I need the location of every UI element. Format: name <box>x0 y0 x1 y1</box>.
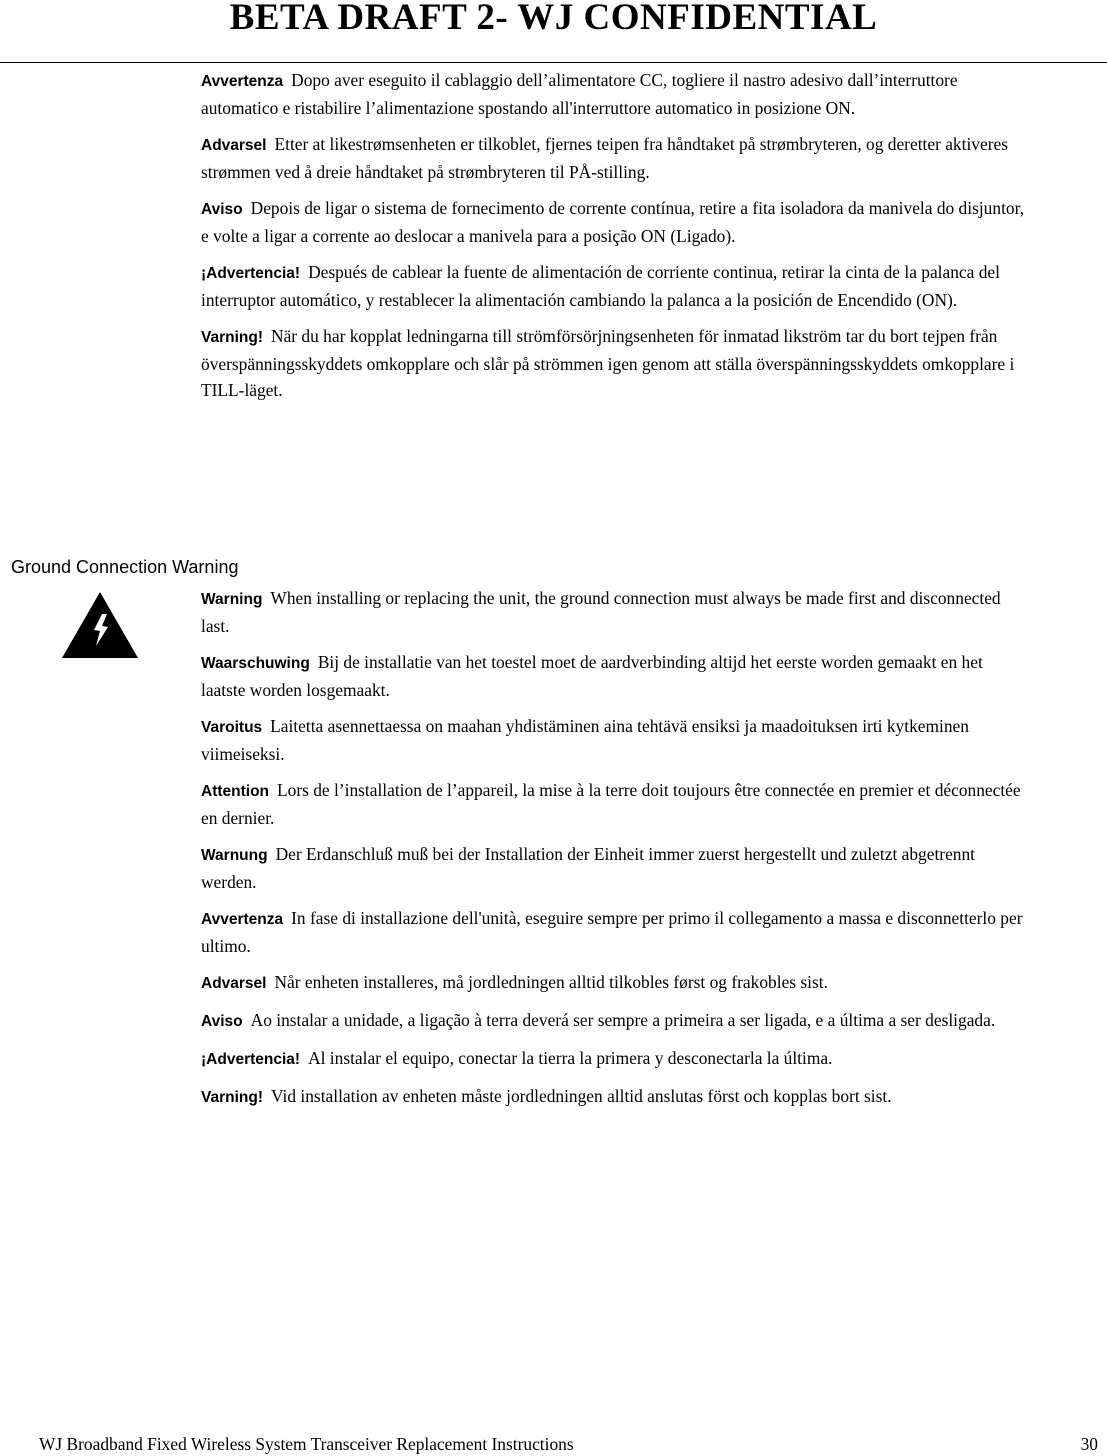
warning-label: Waarschuwing <box>201 655 310 672</box>
warning-label: Avvertenza <box>201 911 284 928</box>
warning-text: Når enheten installeres, må jordledningen alltid tilkobles først og frakobles sist. <box>274 972 828 992</box>
warning-paragraph-norwegian <box>201 131 1031 185</box>
warning-paragraph-italian <box>201 905 1031 959</box>
warning-label: ¡Advertencia! <box>201 265 301 282</box>
warning-label: Advarsel <box>201 975 267 992</box>
header-rule <box>0 62 1107 63</box>
warning-text: Vid installation av enheten måste jordledningen alltid anslutas först och kopplas bort sist. <box>271 1086 892 1106</box>
warning-text: Laitetta asennettaessa on maahan yhdistäminen aina tehtävä ensiksi ja maadoituksen irti kytkeminen viimeiseksi. <box>201 716 969 764</box>
warning-paragraph-finnish <box>201 713 1031 767</box>
warning-paragraph-norwegian <box>201 969 1031 997</box>
warning-label: Attention <box>201 783 270 800</box>
warning-label: Aviso <box>201 201 243 218</box>
ground-connection-heading: Ground Connection Warning <box>11 557 239 577</box>
warning-label: Advarsel <box>201 137 267 154</box>
dc-power-warnings-block <box>201 67 1031 413</box>
warning-paragraph-spanish <box>201 259 1031 313</box>
warning-text: Der Erdanschluß muß bei der Installation der Einheit immer zuerst hergestellt und zuletzt abgetrennt werden. <box>201 844 976 892</box>
warning-label: ¡Advertencia! <box>201 1051 301 1068</box>
warning-text: Etter at likestrømsenheten er tilkoblet, fjernes teipen fra håndtaket på strømbryteren, og deretter aktiveres strømmen ved å dreie håndtaket på strømbryteren til PÅ-stilling. <box>201 134 1008 182</box>
warning-paragraph-swedish <box>201 323 1031 403</box>
footer-document-title: WJ Broadband Fixed Wireless System Transceiver Replacement Instructions <box>39 1434 574 1454</box>
warning-label: Varning! <box>201 1089 264 1106</box>
warning-paragraph-dutch <box>201 649 1031 703</box>
warning-text: Lors de l’installation de l’appareil, la mise à la terre doit toujours être connectée en premier et déconnectée en dernier. <box>201 780 1021 828</box>
warning-label: Aviso <box>201 1013 243 1030</box>
warning-text: Después de cablear la fuente de alimentación de corriente continua, retirar la cinta de la palanca del interruptor automático, y restablecer la alimentación cambiando la palanca a la posición de Encendido (ON). <box>201 262 1000 310</box>
warning-text: Bij de installatie van het toestel moet de aardverbinding altijd het eerste worden gemaakt en het laatste worden losgemaakt. <box>201 652 983 700</box>
warning-paragraph-portuguese <box>201 195 1031 249</box>
confidential-banner: BETA DRAFT 2- WJ CONFIDENTIAL <box>229 0 878 38</box>
warning-text: Ao instalar a unidade, a ligação à terra deverá ser sempre a primeira a ser ligada, e a última a ser desligada. <box>250 1010 996 1030</box>
warning-paragraph-spanish <box>201 1045 1031 1073</box>
warning-text: Dopo aver eseguito il cablaggio dell’alimentatore CC, togliere il nastro adesivo dall’interruttore automatico e ristabilire l’alimentazione spostando all'interruttore automatico in posizione ON. <box>201 70 958 118</box>
warning-text: Al instalar el equipo, conectar la tierra la primera y desconectarla la última. <box>308 1048 833 1068</box>
warning-paragraph-portuguese <box>201 1007 1031 1035</box>
warning-label: Warning <box>201 591 263 608</box>
warning-text: In fase di installazione dell'unità, eseguire sempre per primo il collegamento a massa e disconnetterlo per ultimo. <box>201 908 1023 956</box>
warning-paragraph-french <box>201 777 1031 831</box>
warning-lightning-triangle-icon <box>60 590 140 660</box>
warning-label: Warnung <box>201 847 268 864</box>
warning-label: Varning! <box>201 329 264 346</box>
warning-text: Depois de ligar o sistema de fornecimento de corrente contínua, retire a fita isoladora da manivela do disjuntor, e volte a ligar a corrente ao deslocar a manivela para a posição ON (Ligado). <box>201 198 1025 246</box>
warning-text: When installing or replacing the unit, the ground connection must always be made first and disconnected last. <box>201 588 1001 636</box>
warning-paragraph-english <box>201 585 1031 639</box>
warning-label: Avvertenza <box>201 73 284 90</box>
warning-label: Varoitus <box>201 719 263 736</box>
warning-text: När du har kopplat ledningarna till strömförsörjningsenheten för inmatad likström tar du bort tejpen från överspänningsskyddets omkopplare och slår på strömmen igen genom att ställa överspänningsskyddets omkopplare i TILL-läget. <box>201 326 1015 400</box>
warning-paragraph-swedish <box>201 1083 1031 1111</box>
footer-page-number: 30 <box>1080 1434 1098 1454</box>
ground-warnings-block <box>201 585 1031 1121</box>
warning-paragraph-italian <box>201 67 1031 121</box>
warning-paragraph-german <box>201 841 1031 895</box>
